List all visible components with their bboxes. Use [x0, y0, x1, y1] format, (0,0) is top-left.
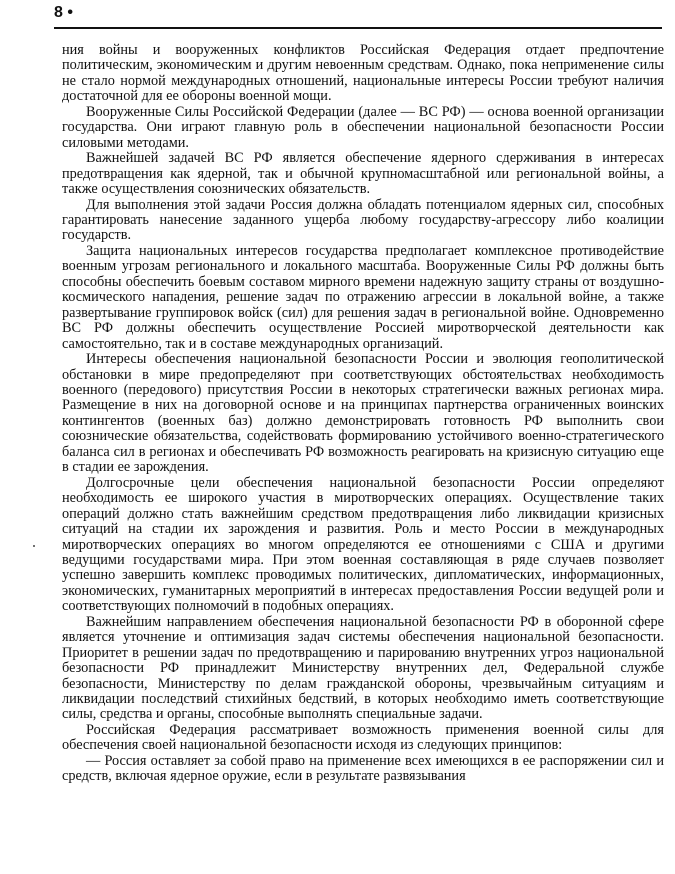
paragraph-6: Интересы обеспечения национальной безопасности России и эволюция геополитической обстановки в мире предопределяют при соответствующих обстоятельствах необходимость военного (передового) присутствия России в некоторых стратегически важных регионах мира. Размещение в них на договорной основе и на принципах партнерства ограниченных воинских контингентов (военных баз) должно демонстрировать готовность РФ выполнить свои союзнические обязательства, содействовать формированию устойчивого военно-стратегического баланса сил в регионах и обеспечивать РФ возможность реагировать на кризисную ситуацию еще в стадии ее зарождения.: [62, 351, 664, 476]
scan-speck: [33, 545, 35, 547]
paragraph-10: — Россия оставляет за собой право на применение всех имеющихся в ее распоряжении сил и средств, включая ядерное оружие, если в результате развязывания: [62, 752, 664, 785]
paragraph-1: ния войны и вооруженных конфликтов Российская Федерация отдает предпочтение политическим, экономическим и другим невоенным средствам. Однако, пока неприменение силы не стало нормой международных отношений, национальные интересы России требуют наличия достаточной для ее обороны военной мощи.: [62, 42, 664, 105]
page-header: [54, 3, 662, 25]
header-rule: [54, 27, 662, 29]
paragraph-7: Долгосрочные цели обеспечения национальной безопасности России определяют необходимость ее широкого участия в миротворческих операциях. Осуществление таких операций должно стать важнейшим средством предотвращения либо ликвидации кризисных ситуаций на стадии их зарождения и развития. Роль и место России в международных миротворческих операциях во многом определяются ее отношениями с США и другими ведущими государствами мира. При этом военная составляющая в ряде случаев позволяет успешно завершить комплекс проводимых политических, дипломатических, информационных, экономических, гуманитарных мероприятий в интересах предоставления России ведущей роли и соответствующих полномочий в подобных операциях.: [62, 474, 664, 615]
paragraph-3: Важнейшей задачей ВС РФ является обеспечение ядерного сдерживания в интересах предотвращения как ядерной, так и обычной крупномасштабной или региональной войны, а также осуществления союзнических обязательств.: [62, 150, 664, 198]
paragraph-4: Для выполнения этой задачи Россия должна обладать потенциалом ядерных сил, способных гарантировать нанесение заданного ущерба любому государству-агрессору либо коалиции государств.: [62, 196, 664, 244]
page-number: 8 •: [54, 4, 73, 21]
paragraph-2: Вооруженные Силы Российской Федерации (далее — ВС РФ) — основа военной организации государства. Они играют главную роль в обеспечении национальной безопасности России силовыми методами.: [62, 103, 664, 151]
body-text: [62, 43, 664, 785]
paragraph-8: Важнейшим направлением обеспечения национальной безопасности РФ в оборонной сфере является уточнение и оптимизация задач системы обеспечения национальной безопасности. Приоритет в решении задач по предотвращению и парированию внутренних угроз национальной безопасности РФ принадлежит Министерству внутренних дел, Федеральной службе безопасности, Министерству по делам гражданской обороны, чрезвычайным ситуациям и ликвидации последствий стихийных бедствий, в которых необходимо иметь соответствующие силы, средства и органы, способные выполнять специальные задачи.: [62, 613, 664, 723]
paragraph-9: Российская Федерация рассматривает возможность применения военной силы для обеспечения своей национальной безопасности исходя из следующих принципов:: [62, 721, 664, 754]
paragraph-5: Защита национальных интересов государства предполагает комплексное противодействие военным угрозам регионального и локального масштаба. Вооруженные Силы РФ должны быть способны обеспечить боевым составом мирного времени надежную защиту страны от воздушно-космического нападения, решение задач по отражению агрессии в локальной войне, а также развертывание группировок войск (сил) для решения задач в региональной войне. Одновременно ВС РФ должны обеспечить осуществление Россией миротворческой деятельности как самостоятельно, так и в составе международных организаций.: [62, 242, 664, 352]
